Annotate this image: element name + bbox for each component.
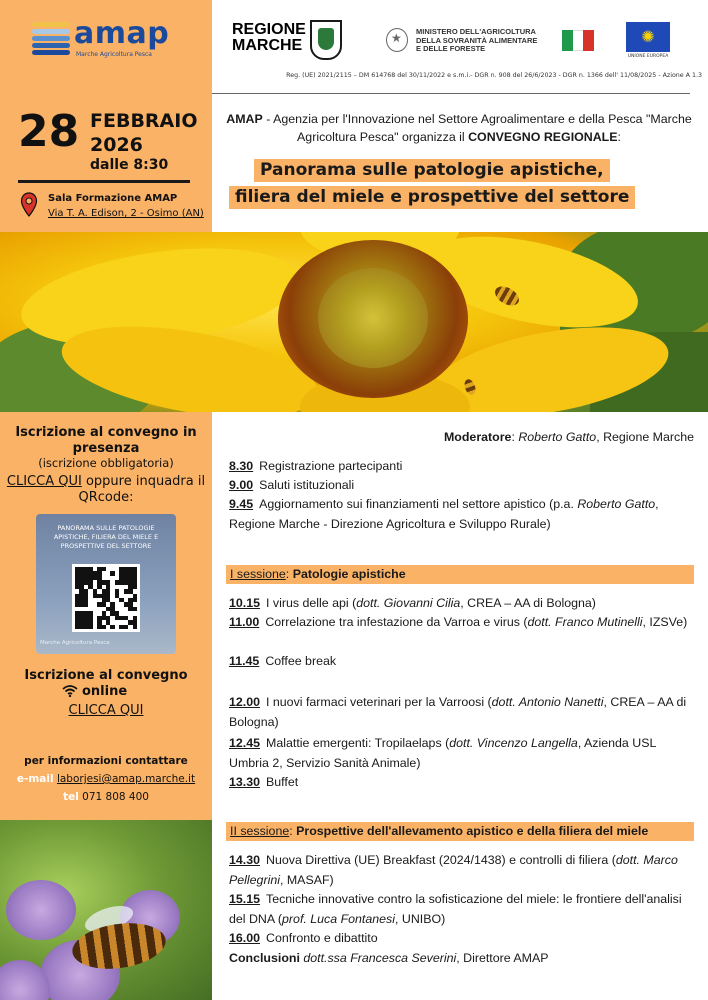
- programme-time: 12.00: [229, 695, 261, 709]
- event-year: 2026: [90, 134, 143, 156]
- qr-card-title: PANORAMA SULLE PATOLOGIE APISTICHE, FILIERA DEL MIELE E PROSPETTIVE DEL SETTORE: [53, 524, 159, 550]
- amap-wave-icon: [32, 22, 70, 56]
- session-1-header: I sessione: Patologie apistiche: [226, 565, 694, 584]
- programme-text: I nuovi farmaci veterinari per la Varroosi (: [266, 695, 492, 709]
- programme-affiliation: , MASAF): [279, 872, 334, 887]
- programme-item: [229, 890, 695, 929]
- date-underline: [18, 180, 190, 183]
- venue-address-link[interactable]: Via T. A. Edison, 2 - Osimo (AN): [48, 208, 204, 219]
- conclusions-line: [229, 949, 695, 969]
- ministero-logo-line: E DELLE FORESTE: [416, 44, 486, 53]
- intro-org: AMAP: [226, 112, 263, 126]
- event-title-line-1: Panorama sulle patologie apistiche,: [254, 159, 610, 182]
- session-title: Patologie apistiche: [292, 567, 406, 581]
- programme-item: [229, 613, 695, 633]
- phone-number: 071 808 400: [82, 791, 149, 803]
- bee-on-flower-photo: [0, 820, 212, 1000]
- regione-shield-icon: [310, 20, 342, 60]
- italian-emblem-icon: [386, 28, 408, 52]
- qr-card-footer: Marche Agricoltura Pesca: [40, 640, 110, 646]
- programme-time: 15.15: [229, 892, 261, 906]
- online-registration-link[interactable]: CLICCA QUI: [68, 703, 144, 718]
- programme-text: Buffet: [266, 775, 299, 789]
- programme-time: 13.30: [229, 775, 261, 789]
- intro-event: CONVEGNO REGIONALE: [468, 130, 618, 144]
- event-time: dalle 8:30: [90, 157, 169, 173]
- programme-item: [229, 693, 695, 732]
- venue-name: Sala Formazione AMAP: [48, 193, 178, 204]
- programme-item: [229, 929, 695, 949]
- eu-caption: UNIONE EUROPEA: [627, 54, 669, 59]
- programme-time: 14.30: [229, 853, 261, 867]
- programme-text: Correlazione tra infestazione da Varroa e virus (: [265, 615, 528, 629]
- programme-time: 8.30: [229, 459, 254, 473]
- event-month: FEBBRAIO: [90, 110, 198, 132]
- session-title: Prospettive dell'allevamento apistico e della filiera del miele: [296, 824, 649, 838]
- registration-qr-hint: oppure inquadra il QRcode:: [78, 474, 206, 505]
- regione-logo-line: REGIONE: [232, 21, 306, 38]
- programme-time: 11.00: [229, 615, 260, 629]
- event-day: 28: [18, 106, 80, 157]
- programme-text: Tecniche innovative contro la sofisticazione del miele: le frontiere dell'analisi del DNA (: [229, 892, 682, 926]
- programme-affiliation: , CREA – AA di Bologna): [460, 596, 596, 610]
- programme-text: Registrazione partecipanti: [259, 459, 403, 473]
- amap-logo: [32, 16, 192, 62]
- programme-time: 12.45: [229, 736, 261, 750]
- event-title-line-2: filiera del miele e prospettive del settore: [229, 186, 635, 209]
- session-label: II sessione: [230, 824, 290, 838]
- programme-text: Confronto e dibattito: [266, 931, 378, 945]
- ministero-logo-line: DELLA SOVRANITÀ ALIMENTARE: [416, 35, 538, 45]
- email-label: e-mail: [16, 773, 54, 785]
- eu-flag-icon: ✺: [626, 22, 670, 52]
- wifi-icon: [62, 685, 78, 697]
- qr-card[interactable]: [36, 514, 176, 654]
- registration-link[interactable]: CLICCA QUI: [6, 474, 82, 489]
- email-link[interactable]: laborjesi@amap.marche.it: [56, 773, 196, 785]
- programme-text: Coffee break: [265, 654, 337, 668]
- italy-flag-icon: [562, 30, 594, 51]
- programme-speaker: Roberto Gatto: [577, 497, 656, 511]
- conclusions-role: , Direttore AMAP: [456, 951, 549, 965]
- programme-affiliation: , CREA – AA di Bologna): [229, 695, 687, 729]
- intro-paragraph: [226, 110, 692, 146]
- programme-speaker: dott. Giovanni Cilia: [356, 596, 461, 610]
- ministero-logo: [386, 28, 566, 54]
- programme-time: 16.00: [229, 931, 261, 945]
- registration-subtitle: (iscrizione obbligatoria): [38, 456, 174, 470]
- session-label: I sessione: [230, 567, 286, 581]
- online-registration-title: Iscrizione al convegno: [24, 668, 188, 683]
- location-pin-icon: [20, 192, 38, 218]
- programme-affiliation: , IZSVe): [642, 615, 688, 629]
- programme-time: 9.45: [229, 497, 254, 511]
- programme-speaker: dott. Antonio Nanetti: [491, 695, 604, 709]
- ministero-logo-line: MINISTERO DELL'AGRICOLTURA: [416, 27, 536, 36]
- registration-instructions: [6, 474, 206, 506]
- programme-item: [229, 457, 695, 477]
- programme-item: [229, 594, 695, 614]
- header-divider: [212, 93, 690, 94]
- programme-text: Saluti istituzionali: [259, 478, 355, 492]
- programme-text: Aggiornamento sui finanziamenti nel settore apistico (p.a.: [259, 497, 578, 511]
- registration-title: Iscrizione al convegno in presenza: [15, 425, 197, 456]
- amap-tagline: Marche Agricoltura Pesca: [76, 51, 152, 58]
- programme-affiliation: , UNIBO): [395, 911, 446, 926]
- programme-speaker: prof. Luca Fontanesi: [282, 911, 395, 926]
- moderator-line: Moderatore: Roberto Gatto, Regione Marche: [443, 430, 694, 444]
- moderator-org: , Regione Marche: [596, 430, 694, 444]
- contact-phone: [6, 791, 206, 803]
- programme-speaker: dott. Franco Mutinelli: [527, 615, 643, 629]
- intro-text: - Agenzia per l'Innovazione nel Settore Agroalimentare e della Pesca "Marche Agricoltura Pesca" organizza il: [262, 112, 692, 144]
- regione-logo-line: MARCHE: [232, 37, 303, 54]
- programme-time: 11.45: [229, 654, 260, 668]
- amap-wordmark: amap: [74, 16, 170, 51]
- programme-text: Malattie emergenti: Tropilaelaps (: [266, 736, 450, 750]
- programme-item: [229, 773, 695, 793]
- programme-text: Nuova Direttiva (UE) Breakfast (2024/1438) e controlli di filiera (: [266, 853, 616, 867]
- contacts-title: per informazioni contattare: [24, 755, 188, 767]
- programme-speaker: dott. Vincenzo Langella: [449, 736, 578, 750]
- regulation-reference: Reg. (UE) 2021/2115 – DM 614768 del 30/11/2022 e s.m.i.- DGR n. 908 del 26/6/2023 - DGR n. 1366 dell' 11/08/2025 - Azione A 1.3: [286, 72, 702, 79]
- programme-item: [229, 851, 695, 890]
- programme-affiliation: , Azienda USL Umbria 2, Servizio Sanità Animale): [229, 736, 656, 770]
- programme-item: [229, 734, 695, 773]
- moderator-label: Moderatore: [443, 430, 512, 444]
- regione-marche-logo: [232, 20, 342, 62]
- programme-affiliation: , Regione Marche - Direzione Agricoltura e Sviluppo Rurale): [229, 497, 659, 531]
- moderator-name: Roberto Gatto: [518, 430, 597, 444]
- programme-speaker: dott. Marco Pellegrini: [229, 853, 678, 887]
- programme-time: 9.00: [229, 478, 254, 492]
- phone-label: tel: [63, 791, 79, 803]
- conclusions-speaker: dott.ssa Francesca Severini: [303, 951, 457, 965]
- qr-code[interactable]: [72, 564, 140, 632]
- programme-text: I virus delle api (: [266, 596, 357, 610]
- sunflower-photo: [0, 232, 708, 412]
- programme-time: 10.15: [229, 596, 261, 610]
- programme-item: [229, 476, 695, 496]
- session-2-header: II sessione: Prospettive dell'allevamento apistico e della filiera del miele: [226, 822, 694, 841]
- conclusions-label: Conclusioni: [229, 951, 300, 965]
- intro-end: :: [617, 130, 621, 144]
- programme-item: [229, 495, 695, 534]
- contact-email: [6, 773, 206, 785]
- programme-item: [229, 652, 695, 672]
- online-label: online: [82, 684, 128, 699]
